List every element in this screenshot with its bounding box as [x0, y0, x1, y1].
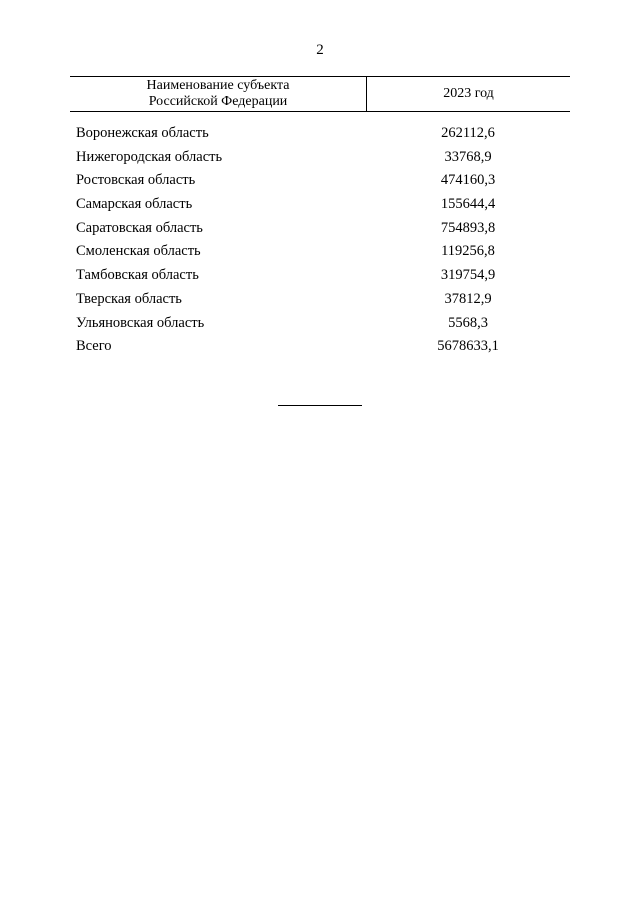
- table-row: [0, 265, 640, 289]
- row-total-value: 5678633,1: [437, 338, 499, 355]
- table-row-total: [0, 336, 640, 360]
- row-value: 119256,8: [441, 243, 495, 260]
- table-row: [0, 194, 640, 218]
- table-header: [70, 76, 570, 112]
- row-value: 5568,3: [448, 314, 488, 331]
- row-value: 319754,9: [440, 267, 496, 284]
- row-subject-name: Нижегородская область: [76, 148, 223, 165]
- table-row: [0, 289, 640, 313]
- table-row: [0, 170, 640, 194]
- row-total-label: Всего: [76, 338, 112, 355]
- row-subject-name: Смоленская область: [76, 243, 201, 260]
- row-value: 33768,9: [444, 148, 492, 165]
- table-row: [0, 313, 640, 337]
- table-row: [0, 123, 640, 147]
- row-value: 37812,9: [444, 290, 492, 307]
- row-subject-name: Самарская область: [76, 196, 193, 213]
- row-value: 754893,8: [440, 219, 496, 236]
- row-subject-name: Тамбовская область: [76, 267, 199, 284]
- header-subject-name-line1: Наименование субъекта: [146, 78, 290, 93]
- row-subject-name: Тверская область: [76, 290, 182, 307]
- row-subject-name: Саратовская область: [76, 219, 203, 236]
- row-subject-name: Ульяновская область: [76, 314, 205, 331]
- end-of-document-line: [278, 405, 362, 406]
- page-number: 2: [316, 42, 324, 58]
- row-value: 262112,6: [441, 125, 495, 141]
- table-row: [0, 218, 640, 242]
- table-row: [0, 241, 640, 265]
- header-year: 2023 год: [443, 86, 494, 101]
- row-value: 155644,4: [440, 196, 496, 213]
- table-body: [0, 123, 640, 360]
- row-value: 474160,3: [440, 172, 496, 189]
- row-subject-name: Ростовская область: [76, 172, 196, 189]
- header-subject-name: [70, 77, 366, 111]
- header-subject-name-line2: Российской Федерации: [148, 94, 288, 109]
- row-subject-name: Воронежская область: [76, 125, 209, 141]
- table-row: [0, 147, 640, 171]
